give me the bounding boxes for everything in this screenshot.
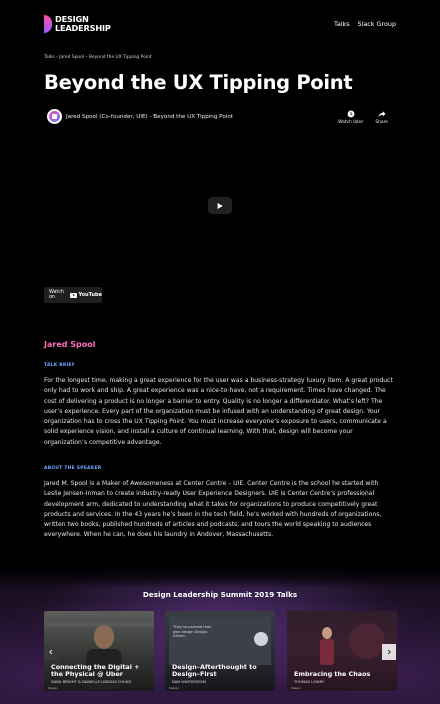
carousel-next-button[interactable]: [382, 644, 396, 660]
video-title[interactable]: Jared Spool (Co-founder, UIE) - Beyond the UX Tipping Point: [66, 114, 234, 120]
youtube-logo-icon: [70, 293, 77, 298]
watch-on-label: Watch on: [49, 290, 64, 300]
chevron-left-icon: [48, 649, 54, 655]
video-actions: [338, 110, 388, 125]
talk-card[interactable]: [165, 611, 275, 691]
page-title: Beyond the UX Tipping Point: [44, 71, 353, 94]
logo-line-2: LEADERSHIP: [55, 23, 111, 33]
talk-card[interactable]: [287, 611, 397, 691]
youtube-wordmark: YouTube: [78, 292, 102, 298]
about-speaker-label: ABOUT THE SPEAKER: [44, 466, 102, 471]
talk-card-title: Design–Afterthought to Design–First: [172, 662, 257, 678]
talk-card-title: Embracing the Chaos: [294, 670, 371, 678]
talk-card-tag: Design: [169, 686, 179, 690]
talk-brief-text: For the longest time, making a great experience for the user was a business-strategy luxury item. A great product only had to work and ship. A great experience was a nice-to-have, not a requirement. Times have changed. The cost of delivering a product is no longer a barrier to entry. Quality is no longer a differentiator. What’s left? The user’s experience. Every part of the organization must be infused with an understanding of great design. Your organization has to cross the UX Tipping Point. You must increase everyone’s exposure to users, communicate a solid experience vision, and install a culture of continual learning. With that, design will become your organization’s competitive advantage.: [44, 377, 393, 446]
talk-card-tag: Design: [48, 686, 58, 690]
slide-text: They’ve pointed their own design Design-Driven: [173, 625, 212, 639]
watch-later-button[interactable]: [338, 110, 363, 125]
talk-card-tag: Design: [291, 686, 301, 690]
share-button[interactable]: [375, 110, 388, 125]
talk-brief-label: TALK BRIEF: [44, 363, 76, 368]
nav-slack-group-link[interactable]: Slack Group: [357, 20, 396, 28]
watch-later-label: Watch later: [338, 120, 364, 125]
breadcrumb[interactable]: Talks › Jared Spool – Beyond the UX Tipping Point: [44, 55, 152, 60]
talk-card-speaker: DANA BRIGHT & DANIELLE LINDSAY-CHUNG: [51, 680, 132, 685]
carousel-prev-button[interactable]: [44, 644, 58, 660]
play-icon: [216, 202, 224, 210]
channel-avatar[interactable]: [47, 109, 62, 124]
video-player[interactable]: [44, 105, 396, 307]
logo-mark-icon: [44, 15, 52, 33]
channel-logo-icon: [49, 111, 60, 122]
chevron-right-icon: [386, 649, 392, 655]
talk-card-speaker: DAN WINTERSEEKI: [172, 680, 207, 685]
clock-icon: [347, 110, 355, 118]
talks-carousel-section: [0, 566, 440, 704]
speaker-name: Jared Spool: [44, 340, 96, 349]
play-button[interactable]: [208, 197, 232, 214]
talk-card[interactable]: [44, 611, 154, 691]
watch-on-youtube-button[interactable]: [44, 287, 102, 303]
main-nav: [334, 20, 396, 28]
site-logo[interactable]: [44, 15, 111, 33]
talks-heading: Design Leadership Summit 2019 Talks: [142, 590, 298, 599]
share-icon: [378, 110, 386, 118]
site-header: [0, 0, 440, 48]
nav-talks-link[interactable]: Talks: [333, 20, 350, 28]
logo-line-1: DESIGN: [55, 14, 89, 25]
talk-card-title: Connecting the Digital + the Physical @ Uber: [51, 662, 140, 678]
about-speaker-text: Jared M. Spool is a Maker of Awesomeness at Center Centre – UIE. Center Centre is the school he started with Leslie Jensen-Inman to create industry-ready User Experience Designers. UIE is Center Centre’s professional development arm, dedicated to understanding what it takes for organizations to produce competitively great products and services. In the 43 years he’s been in the tech field, he’s worked with hundreds of organizations, written two books, published hundreds of articles and podcasts, and tours the world speaking to audiences everywhere. When he can, he does his laundry in Andover, Massachusetts.: [44, 480, 382, 539]
talk-card-speaker: THOMAS LOWRY: [294, 680, 325, 685]
share-label: Share: [375, 120, 388, 125]
